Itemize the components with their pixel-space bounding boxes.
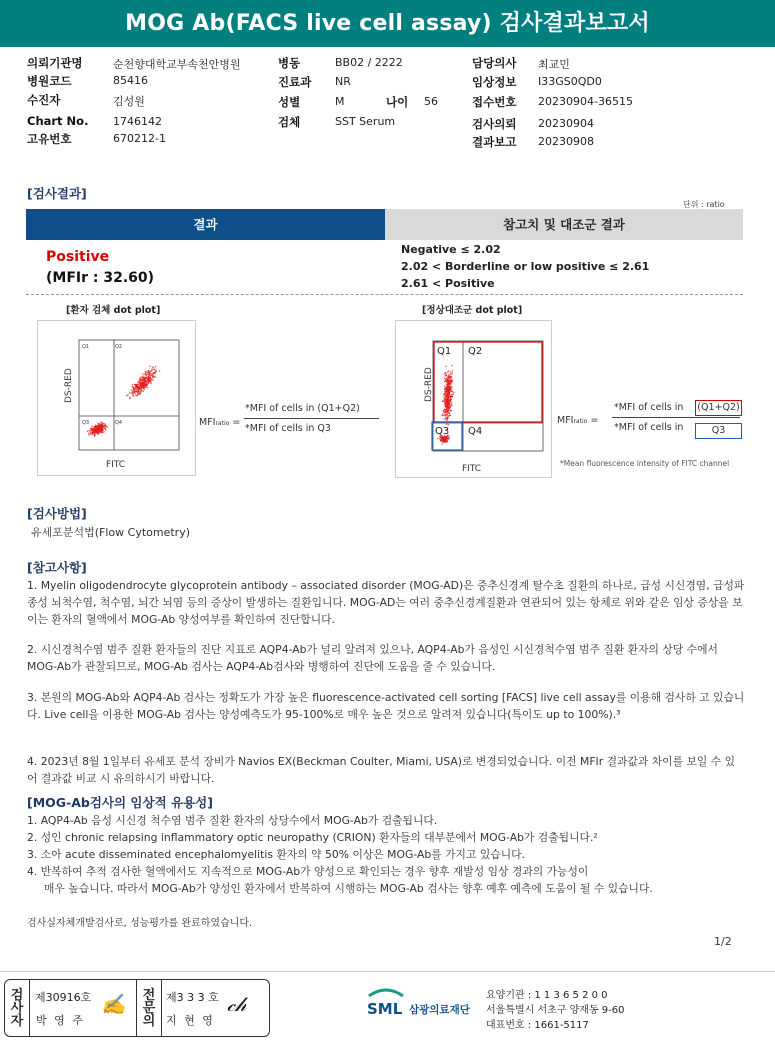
control-dot: [451, 391, 453, 393]
control-dot: [443, 398, 445, 400]
patient-dot: [94, 434, 96, 436]
control-dot: [441, 415, 443, 417]
value-ward: BB02 / 2222: [335, 56, 403, 69]
patient-dot: [99, 429, 101, 431]
control-dot: [451, 394, 453, 396]
patient-dot: [94, 430, 96, 432]
utility-item: 4. 반복하여 추적 검사한 혈액에서도 지속적으로 MOG-Ab가 양성으로 확인되는 경우 향후 재발성 임상 경과의 가능성이: [27, 865, 589, 878]
patient-dot: [91, 426, 93, 428]
control-dot: [450, 380, 452, 382]
patient-dot: [135, 388, 137, 390]
control-dot: [449, 415, 451, 417]
patient-q1-label: Q1: [82, 344, 90, 350]
patient-dot: [137, 384, 139, 386]
results-section-title: [검사결과]: [27, 186, 87, 201]
header-col3: [472, 55, 662, 150]
utility-item: 1. AQP4-Ab 음성 시신경 척수염 범주 질환 환자의 상당수에서 MOG-Ab가 검출됩니다.: [27, 814, 438, 827]
patient-dot: [90, 431, 92, 433]
header-col2: [278, 55, 448, 145]
patient-dot: [144, 378, 146, 380]
patient-dot: [131, 390, 133, 392]
note-1: 1. Myelin oligodendrocyte glycoprotein antibody – associated disorder (MOG-AD)은 중추신경계 탈수초 질환의 하나로, 급성 시신경염, 급성파종성 뇌척수염, 척수염, 뇌간 뇌염 등의 증상이 발생하는 질환입니다. MOG-AD는 여러 중추신경계질환과 연관되어 있는 항체로 위와 같은 임상 증상을 보이는 환자의 혈액에서 MOG-Ab 양성여부를 확인하여 진단합니다.: [27, 579, 745, 626]
patient-dot: [105, 426, 107, 428]
control-dot: [445, 393, 447, 395]
specialist-name: 지 현 영: [166, 1014, 215, 1027]
char: 문: [142, 1001, 156, 1016]
patient-dot: [103, 431, 105, 433]
patient-q4-label: Q4: [115, 420, 123, 426]
header-row: [27, 55, 277, 73]
control-dot: [447, 410, 449, 412]
institution-code: 요양기관 : 1 1 3 6 5 2 0 0: [486, 990, 608, 1001]
patient-dot: [87, 430, 89, 432]
patient-dot: [153, 375, 155, 377]
patient-formula-lhs: MFIratio =: [199, 417, 241, 428]
patient-dot: [88, 433, 90, 435]
control-dot: [444, 381, 446, 383]
control-dot: [453, 392, 455, 394]
note-4: 4. 2023년 8월 1일부터 유세포 분석 장비가 Navios EX(Beckman Coulter, Miami, USA)로 변경되었습니다. 이전 MFIr 결과값과 차이를 보일 수 있어 결과값 비교 시 유의하시기 바랍니다.: [27, 755, 736, 785]
label-sex: 성별: [278, 95, 301, 109]
patient-dot: [141, 390, 143, 392]
result-column-header: 결과: [26, 209, 385, 240]
label-doctor: 담당의사: [472, 56, 517, 70]
control-dot: [450, 383, 452, 385]
patient-dot: [140, 393, 142, 395]
mfi-lhs: MFI: [199, 417, 216, 428]
label-age: 나이: [386, 95, 409, 109]
control-dot: [450, 410, 452, 412]
patient-dot: [102, 428, 104, 430]
patient-dot: [148, 375, 150, 377]
label-clinical-info: 임상정보: [472, 75, 517, 89]
examiner-signature: ✍: [101, 992, 126, 1016]
patient-dot: [102, 423, 104, 425]
patient-dot: [148, 376, 150, 378]
patient-dot: [145, 384, 147, 386]
reference-positive: 2.61 < Positive: [401, 277, 495, 290]
patient-dot: [147, 382, 149, 384]
specialist-label-cell: [136, 980, 162, 1036]
org-address: 서울특별시 서초구 양재동 9-60: [486, 1005, 625, 1016]
char: 전: [142, 988, 156, 1003]
patient-dot: [105, 429, 107, 431]
control-dot: [445, 415, 447, 417]
patient-dot: [143, 391, 145, 393]
patient-formula-num: *MFI of cells in (Q1+Q2): [245, 403, 360, 414]
patient-dot: [136, 386, 138, 388]
patient-dot: [98, 431, 100, 433]
patient-dot: [144, 380, 146, 382]
value-clinical-info: I33GS0QD0: [538, 75, 602, 88]
patient-dot: [134, 392, 136, 394]
page-number: 1/2: [714, 935, 732, 948]
label-chart-no: Chart No.: [27, 114, 89, 128]
patient-dot: [92, 428, 94, 430]
patient-dot: [137, 390, 139, 392]
value-doctor: 최교민: [538, 58, 570, 71]
control-dot: [443, 418, 445, 420]
patient-dot: [154, 376, 156, 378]
report-title: MOG Ab(FACS live cell assay) 검사결과보고서: [0, 0, 775, 47]
notes-title: [참고사항]: [27, 560, 87, 575]
control-dot: [447, 393, 449, 395]
patient-dot: [140, 376, 142, 378]
patient-dot: [90, 433, 92, 435]
patient-dot: [98, 428, 100, 430]
unit-label: 단위 : ratio: [683, 200, 725, 209]
patient-q3-label: Q3: [82, 420, 90, 426]
control-dot: [452, 370, 454, 372]
value-hospital: 순천향대학교부속천안병원: [113, 58, 241, 71]
control-dot: [442, 441, 444, 443]
patient-dot: [146, 371, 148, 373]
patient-dot: [94, 435, 96, 437]
control-dot: [447, 398, 449, 400]
control-dot: [448, 382, 450, 384]
char: 검: [10, 988, 24, 1003]
control-dot: [451, 405, 453, 407]
control-dot: [442, 438, 444, 440]
control-dot: [445, 398, 447, 400]
control-dot: [445, 440, 447, 442]
label-request-date: 검사의뢰: [472, 117, 517, 131]
specialist-license-no: 제3 3 3 호: [166, 991, 219, 1004]
patient-formula-den: *MFI of cells in Q3: [245, 423, 331, 434]
patient-dot: [148, 371, 150, 373]
patient-dot: [132, 388, 134, 390]
control-dot: [442, 413, 444, 415]
value-unique-no: 670212-1: [113, 132, 166, 145]
patient-dot: [155, 366, 157, 368]
patient-dot: [154, 368, 156, 370]
control-formula-den: *MFI of cells in: [614, 422, 684, 433]
control-dot: [443, 396, 445, 398]
note-3: 3. 본원의 MOG-Ab와 AQP4-Ab 검사는 정확도가 가장 높은 fluorescence-activated cell sorting [FACS] live cell assay를 이용해 검사하 고 있습니다. Live cell을 이용한 MOG-Ab 검사는 양성예측도가 95-100%로 매우 높은 것으로 알려져 있습니다(특이도 up to 100%).³: [27, 691, 745, 721]
patient-dot: [142, 385, 144, 387]
value-hospital-code: 85416: [113, 74, 148, 87]
control-dot: [449, 407, 451, 409]
patient-dot: [149, 381, 151, 383]
patient-dot: [91, 428, 93, 430]
header-row: [27, 130, 277, 148]
control-formula-den-box: Q3: [695, 423, 742, 439]
patient-dot: [96, 432, 98, 434]
patient-dot: [145, 374, 147, 376]
patient-dot: [134, 390, 136, 392]
patient-dot: [153, 373, 155, 375]
control-dot: [442, 400, 444, 402]
control-plot-label: [정상대조군 dot plot]: [422, 305, 523, 316]
patient-plot-svg: [38, 321, 195, 475]
control-dot: [448, 389, 450, 391]
mfi-sub: ratio: [573, 418, 588, 425]
reference-column-header: 참고치 및 대조군 결과: [385, 209, 743, 240]
patient-dot: [149, 365, 151, 367]
control-dot: [444, 373, 446, 375]
header-row: [27, 112, 277, 130]
patient-dot: [129, 392, 131, 394]
signature-box: [4, 979, 270, 1037]
control-dot: [445, 366, 447, 368]
control-dot: [450, 396, 452, 398]
patient-dot: [146, 387, 148, 389]
value-sex: M: [335, 95, 345, 108]
control-dot: [447, 391, 449, 393]
utility-item: 3. 소아 acute disseminated encephalomyelitis 환자의 약 50% 이상은 MOG-Ab를 가지고 있습니다.: [27, 848, 525, 861]
control-dot: [446, 423, 448, 425]
patient-dot: [145, 381, 147, 383]
control-formula-bar: [612, 417, 740, 418]
control-dot: [450, 374, 452, 376]
control-dot: [451, 402, 453, 404]
patient-dot: [145, 387, 147, 389]
patient-dot: [152, 367, 154, 369]
note-2: 2. 시신경척수염 범주 질환 환자들의 진단 지표로 AQP4-Ab가 널리 알려져 있으나, AQP4-Ab가 음성인 시신경척수염 범주 질환 환자의 상당 수에서 MOG-Ab가 관찰되므로, MOG-Ab 검사는 AQP4-Ab검사와 병행하여 진단에 도움을 줄 수 있습니다.: [27, 643, 718, 673]
certification-note: 검사실자체개발검사로, 성능평가를 완료하였습니다.: [27, 918, 253, 929]
patient-dot: [143, 387, 145, 389]
patient-dot: [132, 384, 134, 386]
control-dot: [452, 396, 454, 398]
reference-borderline: 2.02 < Borderline or low positive ≤ 2.61: [401, 260, 650, 273]
control-dot: [443, 439, 445, 441]
patient-dot-plot: [37, 320, 196, 476]
control-y-axis: DS-RED: [424, 367, 434, 402]
control-formula-num: *MFI of cells in: [614, 402, 684, 413]
patient-dot: [98, 425, 100, 427]
label-unique-no: 고유번호: [27, 132, 72, 146]
control-dot: [447, 441, 449, 443]
patient-x-axis: FITC: [106, 460, 126, 470]
control-dot: [448, 370, 450, 372]
patient-dot: [142, 375, 144, 377]
control-dot: [437, 438, 439, 440]
control-q1-label: Q1: [437, 346, 452, 357]
header-col1: [27, 55, 277, 148]
examiner-license-no: 제30916호: [35, 991, 92, 1004]
mfi-sub: ratio: [215, 420, 230, 427]
control-dot: [445, 438, 447, 440]
control-dot: [447, 413, 449, 415]
result-positive: Positive: [46, 249, 110, 265]
examiner-vertical-label: [5, 980, 29, 1028]
control-dot: [444, 377, 446, 379]
control-q4-label: Q4: [468, 426, 483, 437]
control-dot: [446, 379, 448, 381]
char: 자: [10, 1014, 24, 1029]
org-phone: 대표번호 : 1661-5117: [486, 1020, 589, 1031]
patient-dot: [148, 378, 150, 380]
label-receipt-no: 접수번호: [472, 95, 517, 109]
patient-dot: [152, 379, 154, 381]
label-hospital: 의뢰기관명: [27, 56, 83, 70]
control-dot: [451, 389, 453, 391]
specialist-vertical-label: [137, 980, 161, 1028]
value-report-date: 20230908: [538, 135, 594, 148]
control-dot: [451, 365, 453, 367]
control-q2-label: Q2: [468, 346, 483, 357]
patient-dot: [92, 431, 94, 433]
value-receipt-no: 20230904-36515: [538, 95, 633, 108]
control-dot: [445, 391, 447, 393]
patient-dot: [100, 431, 102, 433]
mfi-lhs: MFI: [557, 415, 574, 426]
result-divider: [26, 294, 743, 295]
sml-logo-icon: [365, 986, 407, 1024]
value-chart-no: 1746142: [113, 115, 162, 128]
value-request-date: 20230904: [538, 117, 594, 130]
patient-dot: [142, 380, 144, 382]
patient-dot: [89, 430, 91, 432]
patient-dot: [159, 370, 161, 372]
patient-dot: [151, 369, 153, 371]
patient-dot: [144, 382, 146, 384]
control-dot: [446, 388, 448, 390]
patient-dot: [137, 393, 139, 395]
patient-dot: [154, 372, 156, 374]
value-dept: NR: [335, 75, 351, 88]
control-dot: [447, 404, 449, 406]
patient-dot: [137, 392, 139, 394]
label-ward: 병동: [278, 56, 301, 70]
label-patient: 수진자: [27, 93, 61, 107]
control-dot: [448, 376, 450, 378]
patient-dot: [142, 373, 144, 375]
sml-logo: [365, 986, 407, 1024]
control-plot-svg: [396, 321, 551, 477]
examiner-label-cell: [5, 980, 30, 1036]
patient-dot: [143, 389, 145, 391]
control-dot: [448, 438, 450, 440]
header-row: [27, 73, 277, 91]
method-text: 유세포분석법(Flow Cytometry): [31, 526, 191, 539]
label-dept: 진료과: [278, 75, 312, 89]
patient-dot: [103, 425, 105, 427]
patient-dot: [142, 383, 144, 385]
patient-q2-label: Q2: [115, 344, 123, 350]
control-formula-lhs: MFIratio =: [557, 415, 599, 426]
patient-dot: [139, 385, 141, 387]
patient-dot: [132, 395, 134, 397]
control-dot: [444, 401, 446, 403]
control-formula-num-box: (Q1+Q2): [695, 400, 742, 416]
patient-dot: [155, 370, 157, 372]
utility-list: [27, 812, 747, 897]
control-dot: [449, 386, 451, 388]
patient-plot-label: [환자 검체 dot plot]: [66, 305, 161, 316]
control-dot: [442, 443, 444, 445]
control-dot: [450, 401, 452, 403]
control-dot: [450, 372, 452, 374]
patient-dot: [139, 382, 141, 384]
utility-item: 2. 성인 chronic relapsing inflammatory optic neuropathy (CRION) 환자들의 대부분에서 MOG-Ab가 검출됩니다.²: [27, 831, 598, 844]
patient-dot: [96, 425, 98, 427]
char: 사: [10, 1001, 24, 1016]
control-dot: [446, 402, 448, 404]
control-q3-label: Q3: [435, 426, 450, 437]
control-dot: [447, 385, 449, 387]
reference-negative: Negative ≤ 2.02: [401, 243, 501, 256]
patient-dot: [105, 425, 107, 427]
patient-dot: [143, 377, 145, 379]
patient-dot: [126, 395, 128, 397]
control-dot: [447, 380, 449, 382]
control-dot: [445, 397, 447, 399]
control-dot: [447, 371, 449, 373]
utility-title: [MOG-Ab검사의 임상적 유용성]: [27, 795, 213, 810]
control-dot: [444, 389, 446, 391]
patient-dot: [151, 378, 153, 380]
control-dot-plot: [395, 320, 552, 478]
patient-dot: [133, 386, 135, 388]
patient-dot: [96, 430, 98, 432]
org-name: 삼광의료재단: [409, 1004, 470, 1016]
control-dot: [447, 395, 449, 397]
mfi-footnote: *Mean fluorescence intensity of FITC channel: [560, 459, 730, 468]
control-dot: [445, 375, 447, 377]
header-row: [27, 91, 277, 112]
control-dot: [443, 411, 445, 413]
value-specimen: SST Serum: [335, 115, 396, 128]
patient-dot: [150, 370, 152, 372]
label-report-date: 결과보고: [472, 135, 517, 149]
footer-divider: [0, 971, 775, 972]
patient-dot: [140, 379, 142, 381]
control-dot: [450, 398, 452, 400]
patient-dot: [131, 392, 133, 394]
patient-formula-bar: [244, 418, 379, 419]
utility-item: 매우 높습니다. 따라서 MOG-Ab가 양성인 환자에서 반복하여 시행하는 MOG-Ab 검사는 향후 예후 예측에 도움이 될 수 있습니다.: [44, 882, 653, 895]
control-dot: [446, 417, 448, 419]
control-dot: [444, 385, 446, 387]
label-hospital-code: 병원코드: [27, 74, 72, 88]
patient-y-axis: DS-RED: [64, 368, 74, 403]
patient-dot: [135, 394, 137, 396]
control-dot: [446, 408, 448, 410]
char: 의: [142, 1014, 156, 1029]
sml-logo-text: SML: [367, 1000, 403, 1018]
patient-dot: [88, 434, 90, 436]
patient-dot: [98, 423, 100, 425]
control-dot: [448, 412, 450, 414]
control-x-axis: FITC: [462, 464, 482, 474]
patient-dot: [139, 390, 141, 392]
value-patient: 김성원: [113, 95, 145, 108]
examiner-name: 박 영 주: [36, 1014, 85, 1027]
specialist-signature: 𝒸𝒽: [227, 992, 247, 1016]
method-title: [검사방법]: [27, 506, 87, 521]
patient-dot: [137, 382, 139, 384]
result-mfi: (MFIr : 32.60): [46, 270, 155, 286]
patient-dot: [129, 398, 131, 400]
label-specimen: 검체: [278, 115, 301, 129]
control-dot: [449, 393, 451, 395]
value-age: 56: [424, 95, 438, 108]
control-dot: [445, 406, 447, 408]
